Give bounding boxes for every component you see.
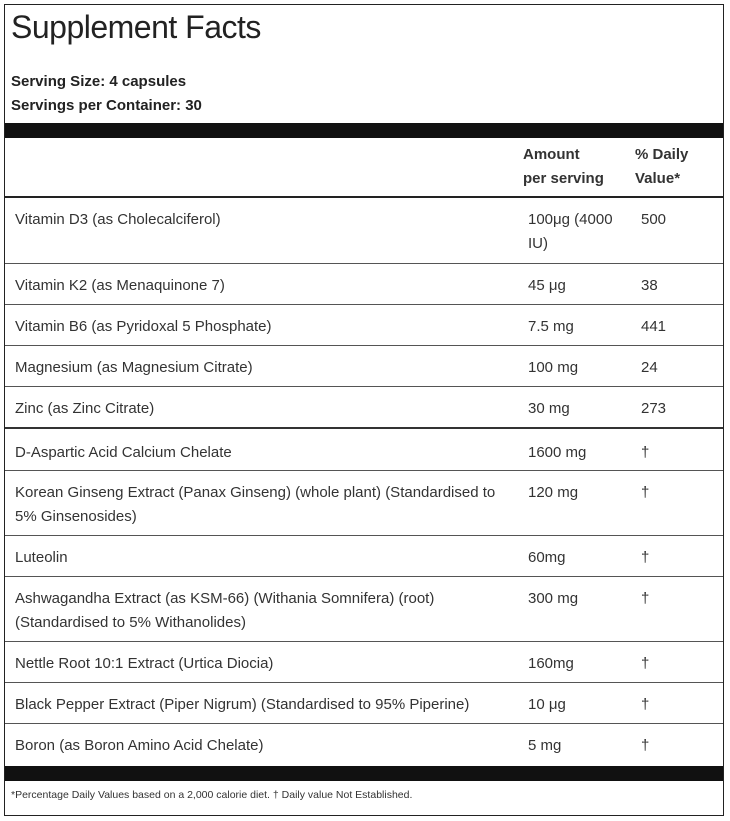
ingredient-name: Vitamin K2 (as Menaquinone 7)	[15, 277, 225, 294]
table-row	[5, 387, 723, 429]
top-divider-bar	[5, 123, 723, 138]
amount-header	[523, 143, 623, 191]
bottom-divider-bar	[5, 766, 723, 781]
table-row	[5, 683, 723, 724]
ingredient-name: Vitamin D3 (as Cholecalciferol)	[15, 211, 221, 228]
daily-value-header	[635, 143, 715, 191]
ingredient-daily-value: 273	[641, 400, 667, 417]
ingredient-amount: 45 μg	[528, 277, 566, 294]
serving-size: Serving Size: 4 capsules	[11, 73, 187, 90]
ingredient-amount: 160mg	[528, 655, 574, 672]
supplement-facts-panel	[4, 4, 724, 816]
daily-value-header-line2: Value*	[635, 170, 681, 187]
ingredient-amount: 10 μg	[528, 696, 566, 713]
panel-title: Supplement Facts	[11, 9, 261, 45]
ingredient-name: Ashwagandha Extract (as KSM-66) (Withania Somnifera) (root) (Standardised to 5% Withanolides)	[15, 590, 435, 631]
ingredient-amount: 7.5 mg	[528, 318, 574, 335]
ingredient-amount: 60mg	[528, 549, 566, 566]
ingredient-name: Boron (as Boron Amino Acid Chelate)	[15, 737, 264, 754]
table-row	[5, 264, 723, 305]
table-row	[5, 471, 723, 536]
table-row	[5, 305, 723, 346]
ingredient-daily-value: †	[641, 444, 650, 461]
ingredient-amount: 100 mg	[528, 359, 579, 376]
ingredient-daily-value: †	[641, 590, 650, 607]
ingredient-name: Vitamin B6 (as Pyridoxal 5 Phosphate)	[15, 318, 272, 335]
table-row	[5, 577, 723, 642]
ingredient-daily-value: †	[641, 696, 650, 713]
amount-header-line2: per serving	[523, 170, 604, 187]
table-row	[5, 642, 723, 683]
ingredient-daily-value: †	[641, 655, 650, 672]
table-row	[5, 536, 723, 577]
ingredient-name: Korean Ginseng Extract (Panax Ginseng) (whole plant) (Standardised to 5% Ginsenosides)	[15, 484, 496, 525]
ingredient-amount: 30 mg	[528, 400, 570, 417]
amount-header-line1: Amount	[523, 146, 580, 163]
ingredient-name: Luteolin	[15, 549, 68, 566]
ingredient-daily-value: 500	[641, 211, 667, 228]
ingredient-daily-value: 24	[641, 359, 658, 376]
ingredient-name: Magnesium (as Magnesium Citrate)	[15, 359, 253, 376]
ingredient-amount: 300 mg	[528, 590, 579, 607]
ingredient-daily-value: †	[641, 737, 650, 754]
ingredient-daily-value: 441	[641, 318, 667, 335]
ingredient-amount: 1600 mg	[528, 444, 587, 461]
table-row	[5, 198, 723, 264]
ingredient-name: Nettle Root 10:1 Extract (Urtica Diocia)	[15, 655, 274, 672]
ingredient-daily-value: †	[641, 484, 650, 501]
ingredient-amount: 5 mg	[528, 737, 562, 754]
daily-value-header-line1: % Daily	[635, 146, 689, 163]
ingredient-name: D-Aspartic Acid Calcium Chelate	[15, 444, 232, 461]
servings-per-container: Servings per Container: 30	[11, 97, 202, 114]
table-row	[5, 724, 723, 766]
ingredient-amount: 120 mg	[528, 484, 579, 501]
ingredient-daily-value: 38	[641, 277, 658, 294]
ingredient-name: Zinc (as Zinc Citrate)	[15, 400, 155, 417]
table-row	[5, 429, 723, 471]
ingredient-amount: 100μg (4000 IU)	[528, 211, 613, 252]
table-row	[5, 346, 723, 387]
footnote: *Percentage Daily Values based on a 2,000 calorie diet. † Daily value Not Established.	[11, 789, 413, 801]
ingredient-daily-value: †	[641, 549, 650, 566]
ingredient-name: Black Pepper Extract (Piper Nigrum) (Standardised to 95% Piperine)	[15, 696, 470, 713]
